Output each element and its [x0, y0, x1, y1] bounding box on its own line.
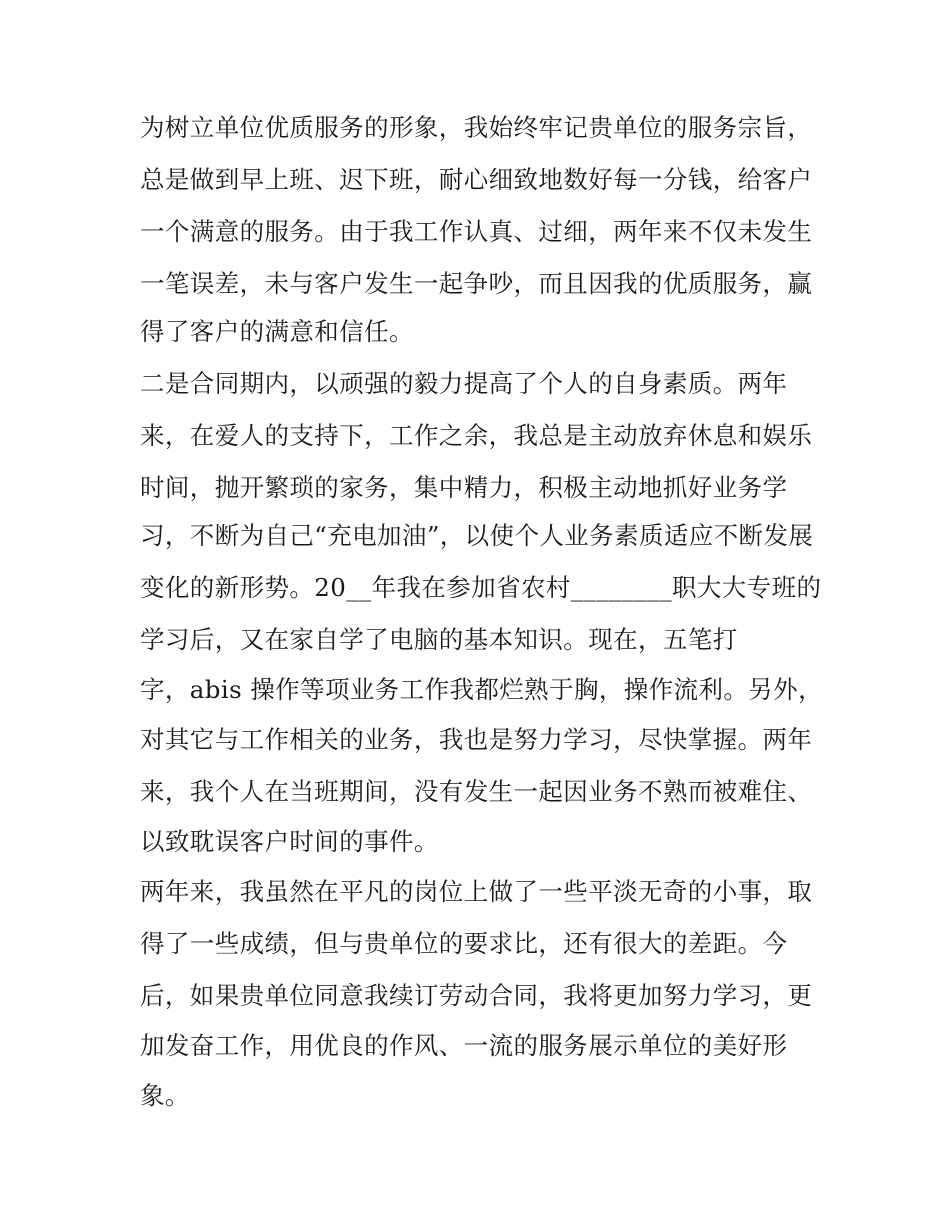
- text-line: 时间，抛开繁琐的家务，集中精力，积极主动地抓好业务学: [140, 473, 788, 502]
- text-line: 为树立单位优质服务的形象，我始终牢记贵单位的服务宗旨，: [140, 113, 813, 142]
- text-line: 学习后，又在家自学了电脑的基本知识。现在，五笔打: [140, 625, 738, 654]
- text-line: 来，我个人在当班期间，没有发生一起因业务不熟而被难住、: [140, 777, 813, 806]
- text-line: 两年来，我虽然在平凡的岗位上做了一些平淡无奇的小事，取: [140, 877, 813, 906]
- text-line: 二是合同期内，以顽强的毅力提高了个人的自身素质。两年: [140, 369, 788, 398]
- text-line: 一笔误差，未与客户发生一起争吵，而且因我的优质服务，赢: [140, 269, 813, 298]
- text-line: 得了一些成绩，但与贵单位的要求比，还有很大的差距。今: [140, 929, 788, 958]
- text-line: 一个满意的服务。由于我工作认真、过细，两年来不仅未发生: [140, 217, 813, 246]
- text-line: 以致耽误客户时间的事件。: [140, 827, 439, 856]
- text-line: 字，abis 操作等项业务工作我都烂熟于胸，操作流利。另外，: [140, 675, 823, 704]
- text-line: 总是做到早上班、迟下班，耐心细致地数好每一分钱，给客户: [140, 165, 813, 194]
- text-line: 加发奋工作，用优良的作风、一流的服务展示单位的美好形: [140, 1031, 788, 1060]
- text-line: 得了客户的满意和信任。: [140, 317, 414, 346]
- text-line: 对其它与工作相关的业务，我也是努力学习，尽快掌握。两年: [140, 725, 813, 754]
- text-line: 后，如果贵单位同意我续订劳动合同，我将更加努力学习，更: [140, 981, 813, 1010]
- text-line: 习，不断为自己“充电加油”，以使个人业务素质适应不断发展: [140, 521, 814, 550]
- text-line: 来，在爱人的支持下，工作之余，我总是主动放弃休息和娱乐: [140, 421, 813, 450]
- text-line: 变化的新形势。20__年我在参加省农村________职大大专班的: [140, 573, 822, 602]
- text-line: 象。: [140, 1081, 190, 1110]
